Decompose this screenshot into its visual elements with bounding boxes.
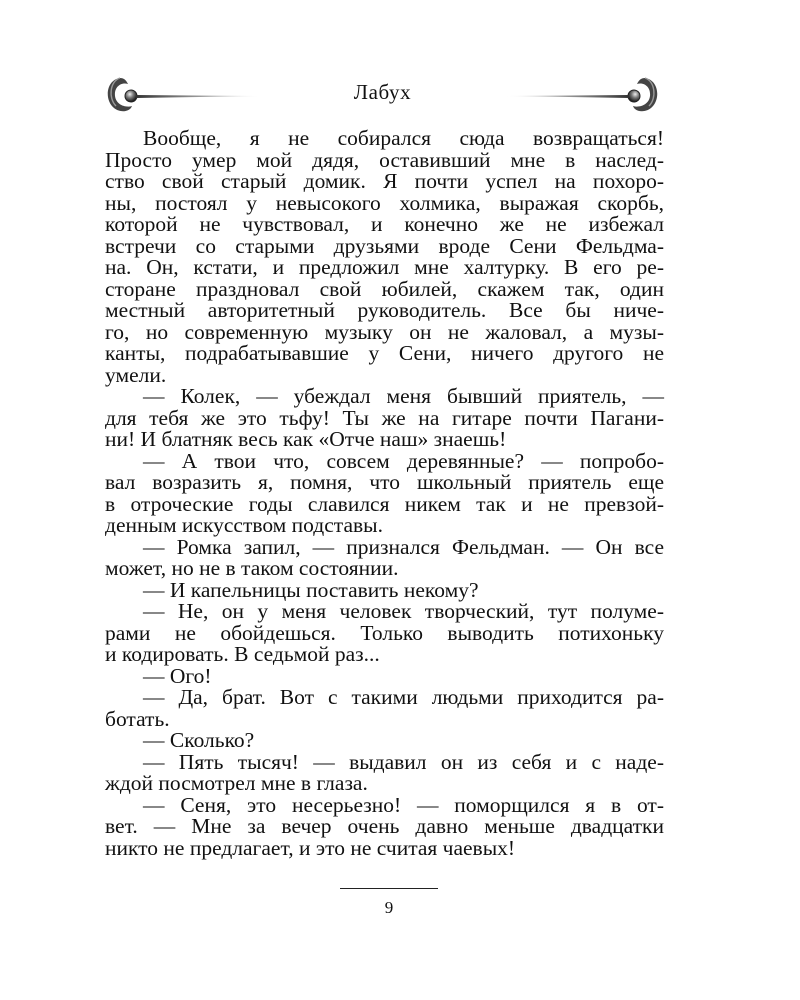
text-line: никто не предлагает, и это не считая чаевых! [105,835,516,860]
text-line: Просто умер мой дядя, оставивший мне в наслед- [105,147,664,172]
text-line: ботать. [105,706,170,731]
page-number: 9 [384,898,394,917]
text-line: для тебя же это тьфу! Ты же на гитаре почти Пагани- [105,405,664,430]
running-head-title: Лабух [353,80,412,104]
page-header [100,70,665,118]
footer-rule [340,888,438,889]
text-line: — А твои что, совсем деревянные? — попробо- [143,448,664,473]
text-line: сторане праздновал свой юбилей, скажем так, один [105,276,664,301]
text-line: канты, подрабатывавшие у Сени, ничего другого не [105,341,664,365]
text-line: — Пять тысяч! — выдавил он из себя и с наде- [143,749,664,774]
text-line: — Да, брат. Вот с такими людьми приходится ра- [143,685,664,709]
text-line: ждой посмотрел мне в глаза. [105,771,368,795]
text-line: го, но современную музыку он не жаловал, а музы- [105,319,664,344]
text-line: вал возразить я, помня, что школьный приятель еще [105,470,664,494]
text-line: Вообще, я не собирался сюда возвращаться! [143,126,664,150]
text-line: — Колек, — убеждал меня бывший приятель, — [143,384,664,408]
text-line: — Сколько? [143,728,255,752]
text-line: — Сеня, это несерьезно! — поморщился я в от- [143,792,664,817]
text-line: ни! И блатняк весь как «Отче наш» знаешь! [105,427,507,451]
text-line: — Не, он у меня человек творческий, тут полуме- [143,599,664,623]
text-line: ство свой старый домик. Я почти успел на похоро- [105,169,664,193]
text-line: местный авторитетный руководитель. Все бы ниче- [105,298,664,322]
right-ornament-icon [505,72,665,116]
text-line: в отроческие годы славился никем так и не превзой- [105,491,664,516]
text-line: денным искусством подставы. [105,513,383,537]
text-line: — И капельницы поставить некому? [143,577,479,602]
text-line: на. Он, кстати, и предложил мне халтурку. В его ре- [105,255,664,279]
text-line: встречи со старыми друзьями вроде Сени Фельдма- [105,233,664,258]
text-line: вет. — Мне за вечер очень давно меньше двадцатки [105,814,664,838]
text-line: — Ромка запил, — признался Фельдман. — Он все [143,534,664,559]
text-line: и кодировать. В седьмой раз... [105,642,380,666]
text-line: умели. [105,362,167,387]
text-line: ны, постоял у невысокого холмика, выражая скорбь, [105,190,664,215]
text-line: — Ого! [143,663,212,688]
text-line: которой не чувствовал, и конечно же не избежал [105,212,664,236]
text-line: рами не обойдешься. Только выводить потихоньку [105,620,664,645]
body-text [105,128,664,859]
text-line: может, но не в таком состоянии. [105,556,399,580]
